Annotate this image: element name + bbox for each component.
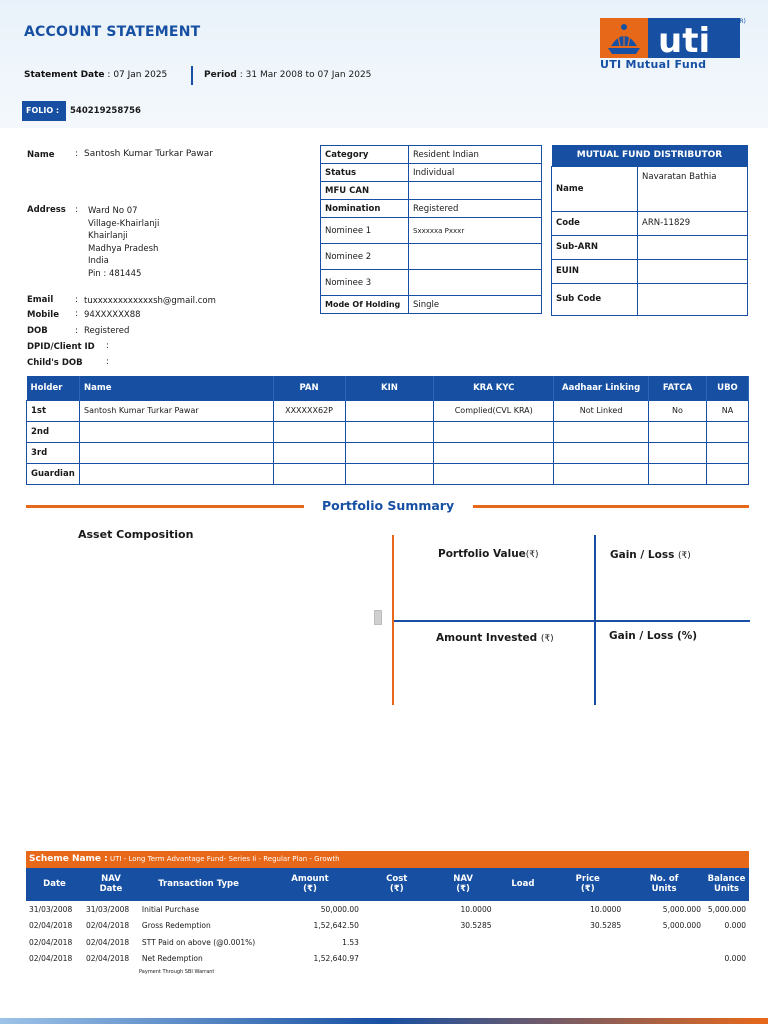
divider-line [394, 620, 750, 622]
payment-note: Payment Through SBI Warrant [139, 969, 215, 975]
colon: : [75, 326, 78, 336]
load-header: Load [495, 868, 552, 901]
mfu-can-key: MFU CAN [321, 182, 409, 200]
amount-header: Amount (₹) [258, 868, 362, 901]
balance-units-cell [704, 934, 749, 951]
table-row [321, 182, 542, 200]
amount-cell: 50,000.00 [320, 904, 359, 914]
table-row [552, 166, 748, 211]
table-header-row [27, 376, 749, 400]
svg-text:uti: uti [658, 21, 711, 58]
scheme-label: Scheme Name : [29, 854, 108, 864]
mobile-value: 94XXXXXX88 [84, 310, 141, 320]
cost-header: Cost (₹) [362, 868, 432, 901]
cost-cell [362, 918, 432, 935]
table-row [321, 218, 542, 244]
kin-header: KIN [345, 376, 434, 400]
status-value: Individual [409, 164, 542, 182]
table-row [321, 270, 542, 296]
holder-name-cell [79, 463, 273, 484]
ubo-header: UBO [706, 376, 748, 400]
cost-cell [362, 951, 432, 968]
price-cell: 30.5285 [590, 921, 622, 931]
address-label: Address [27, 205, 66, 215]
kra-kyc-cell [434, 421, 554, 442]
registered-mark: (R) [737, 18, 746, 25]
gain-loss-label: Gain / Loss (₹) [610, 549, 691, 561]
category-value: Resident Indian [409, 146, 542, 164]
fatca-cell: No [649, 400, 707, 421]
price-cell [551, 934, 624, 951]
holder-cell: 1st [27, 400, 80, 421]
nav-cell [432, 934, 495, 951]
footer-band [0, 1018, 768, 1024]
name-header: Name [79, 376, 273, 400]
mfu-can-value [409, 182, 542, 200]
divider-line [26, 505, 304, 508]
period-divider [191, 66, 193, 85]
distributor-code-value: ARN-11829 [638, 211, 748, 235]
euin-key: EUIN [552, 259, 638, 283]
aadhaar-cell [554, 442, 649, 463]
amount-cell: 1,52,640.97 [313, 954, 359, 964]
table-row [321, 296, 542, 314]
statement-date-label: Statement Date [24, 70, 105, 80]
holder-name-cell [79, 442, 273, 463]
fatca-header: FATCA [649, 376, 707, 400]
statement-date [24, 70, 167, 80]
statement-date-value: : 07 Jan 2025 [107, 70, 168, 80]
uti-logo [600, 18, 740, 72]
kra-kyc-cell: Complied(CVL KRA) [434, 400, 554, 421]
divider-line [473, 505, 749, 508]
table-row [321, 146, 542, 164]
euin-value [638, 259, 748, 283]
pan-header: PAN [273, 376, 345, 400]
nominee-1-value: Sxxxxxa Pxxxr [409, 218, 542, 244]
gain-loss-pct-label: Gain / Loss (%) [609, 630, 698, 642]
category-table [320, 145, 542, 314]
date-cell: 02/04/2018 [29, 937, 73, 947]
holder-name-cell: Santosh Kumar Turkar Pawar [79, 400, 273, 421]
colon: : [75, 149, 78, 159]
nominee-3-value [409, 270, 542, 296]
child-dob-label: Child's DOB [27, 358, 83, 368]
colon: : [75, 295, 78, 305]
holder-header: Holder [27, 376, 80, 400]
address-line: Khairlanji [88, 231, 128, 241]
date-cell: 02/04/2018 [29, 921, 73, 931]
nomination-value: Registered [409, 200, 542, 218]
table-row [552, 283, 748, 315]
nomination-key: Nomination [321, 200, 409, 218]
aadhaar-cell [554, 463, 649, 484]
sub-arn-key: Sub-ARN [552, 235, 638, 259]
kin-cell [345, 442, 434, 463]
units-cell [624, 934, 704, 951]
amount-cell: 1,52,642.50 [313, 921, 359, 931]
distributor-name-value: Navaratan Bathia [638, 166, 748, 211]
units-cell: 5,000.000 [662, 921, 701, 931]
sub-code-key: Sub Code [552, 283, 638, 315]
load-cell [495, 918, 552, 935]
amount-cell: 1.53 [342, 937, 359, 947]
category-key: Category [321, 146, 409, 164]
pan-cell [273, 442, 345, 463]
name-label: Name [27, 150, 55, 160]
balance-units-cell: 5,000.000 [707, 904, 746, 914]
asset-composition-title: Asset Composition [78, 528, 194, 541]
status-key: Status [321, 164, 409, 182]
price-cell [551, 951, 624, 968]
investor-name: Santosh Kumar Turkar Pawar [84, 149, 214, 159]
table-row [27, 400, 749, 421]
cost-cell [362, 901, 432, 918]
table-row [321, 164, 542, 182]
address-line: Village-Khairlanji [88, 218, 160, 229]
distributor-name-key: Name [552, 166, 638, 211]
dob-value: Registered [84, 326, 130, 336]
date-cell: 31/03/2008 [29, 904, 73, 914]
address-block [88, 205, 159, 280]
portfolio-summary-title: Portfolio Summary [322, 498, 455, 513]
nominee-2-key: Nominee 2 [321, 244, 409, 270]
address-line: Pin : 481445 [88, 268, 142, 279]
load-cell [495, 901, 552, 918]
price-header: Price (₹) [551, 868, 624, 901]
units-cell: 5,000.000 [662, 904, 701, 914]
amount-invested-label: Amount Invested (₹) [436, 632, 554, 644]
dpid-label: DPID/Client ID [27, 342, 95, 352]
nav-header: NAV (₹) [432, 868, 495, 901]
holder-cell: 2nd [27, 421, 80, 442]
nominee-2-value [409, 244, 542, 270]
table-row [27, 463, 749, 484]
load-cell [495, 934, 552, 951]
kin-cell [345, 463, 434, 484]
date-header: Date [26, 868, 83, 901]
chart-placeholder [374, 610, 382, 625]
mode-of-holding-value: Single [409, 296, 542, 314]
balance-units-header: Balance Units [704, 868, 749, 901]
address-line: Ward No 07 [88, 206, 138, 216]
scheme-bar [26, 851, 749, 868]
table-row [552, 235, 748, 259]
transaction-type-cell: Net Redemption [141, 954, 203, 964]
pan-cell [273, 463, 345, 484]
transaction-type-header: Transaction Type [139, 868, 258, 901]
kra-kyc-header: KRA KYC [434, 376, 554, 400]
nav-date-cell: 31/03/2008 [85, 904, 130, 914]
aadhaar-header: Aadhaar Linking [554, 376, 649, 400]
units-header: No. of Units [624, 868, 704, 901]
ubo-cell: NA [706, 400, 748, 421]
portfolio-value-label: Portfolio Value(₹) [438, 548, 539, 560]
mobile-label: Mobile [27, 310, 59, 320]
page-title: ACCOUNT STATEMENT [24, 24, 201, 40]
address-line: Madhya Pradesh [88, 243, 159, 254]
table-header-row [552, 145, 748, 166]
nav-cell: 10.0000 [460, 904, 492, 914]
fatca-cell [649, 442, 707, 463]
folio-value: 540219258756 [70, 106, 141, 116]
load-cell [495, 951, 552, 968]
table-row [26, 918, 749, 935]
colon: : [106, 341, 109, 351]
period-label: Period [204, 70, 237, 80]
period [204, 70, 371, 80]
folio-label: FOLIO : [22, 101, 66, 121]
units-cell [624, 951, 704, 968]
scheme-name: UTI - Long Term Advantage Fund- Series Ii - Regular Plan - Growth [110, 855, 340, 863]
aadhaar-cell [554, 421, 649, 442]
colon: : [106, 357, 109, 367]
nav-date-header: NAV Date [83, 868, 139, 901]
pan-cell [273, 421, 345, 442]
nominee-3-key: Nominee 3 [321, 270, 409, 296]
dob-label: DOB [27, 326, 48, 336]
sub-arn-value [638, 235, 748, 259]
kra-kyc-cell [434, 442, 554, 463]
table-row [552, 259, 748, 283]
kra-kyc-cell [434, 463, 554, 484]
ubo-cell [706, 421, 748, 442]
fatca-cell [649, 421, 707, 442]
email-value: tuxxxxxxxxxxxxsh@gmail.com [84, 296, 216, 306]
distributor-table [551, 145, 748, 316]
nav-cell [432, 951, 495, 968]
holder-cell: 3rd [27, 442, 80, 463]
nav-date-cell: 02/04/2018 [85, 937, 130, 947]
pan-cell: XXXXXX62P [273, 400, 345, 421]
aadhaar-cell: Not Linked [554, 400, 649, 421]
colon: : [75, 309, 78, 319]
kin-cell [345, 421, 434, 442]
email-label: Email [27, 295, 54, 305]
ubo-cell [706, 442, 748, 463]
logo-text: UTI Mutual Fund [600, 58, 707, 71]
table-row [552, 211, 748, 235]
price-cell: 10.0000 [590, 904, 622, 914]
balance-units-cell: 0.000 [724, 921, 746, 931]
transaction-type-cell: Initial Purchase [141, 904, 200, 914]
date-cell: 02/04/2018 [29, 954, 73, 964]
period-value: : 31 Mar 2008 to 07 Jan 2025 [239, 70, 372, 80]
balance-units-cell: 0.000 [724, 954, 746, 964]
holder-name-cell [79, 421, 273, 442]
table-row [321, 200, 542, 218]
cost-cell [362, 934, 432, 951]
distributor-title: MUTUAL FUND DISTRIBUTOR [552, 145, 748, 166]
holder-table [26, 376, 749, 485]
colon: : [75, 205, 78, 215]
sub-code-value [638, 283, 748, 315]
table-row [27, 421, 749, 442]
fatca-cell [649, 463, 707, 484]
uti-logo-icon [600, 18, 740, 58]
transaction-type-cell: Gross Redemption [141, 921, 211, 931]
table-row [26, 901, 749, 918]
distributor-code-key: Code [552, 211, 638, 235]
table-row [27, 442, 749, 463]
table-row [321, 244, 542, 270]
ubo-cell [706, 463, 748, 484]
address-line: India [88, 256, 109, 266]
transaction-table [26, 868, 749, 967]
mode-of-holding-key: Mode Of Holding [321, 296, 409, 314]
transaction-type-cell: STT Paid on above (@0.001%) [141, 937, 256, 947]
table-row [26, 951, 749, 968]
nominee-1-key: Nominee 1 [321, 218, 409, 244]
table-header-row [26, 868, 749, 901]
nav-date-cell: 02/04/2018 [85, 954, 130, 964]
table-row [26, 934, 749, 951]
nav-date-cell: 02/04/2018 [85, 921, 130, 931]
kin-cell [345, 400, 434, 421]
nav-cell: 30.5285 [460, 921, 492, 931]
holder-cell: Guardian [27, 463, 80, 484]
